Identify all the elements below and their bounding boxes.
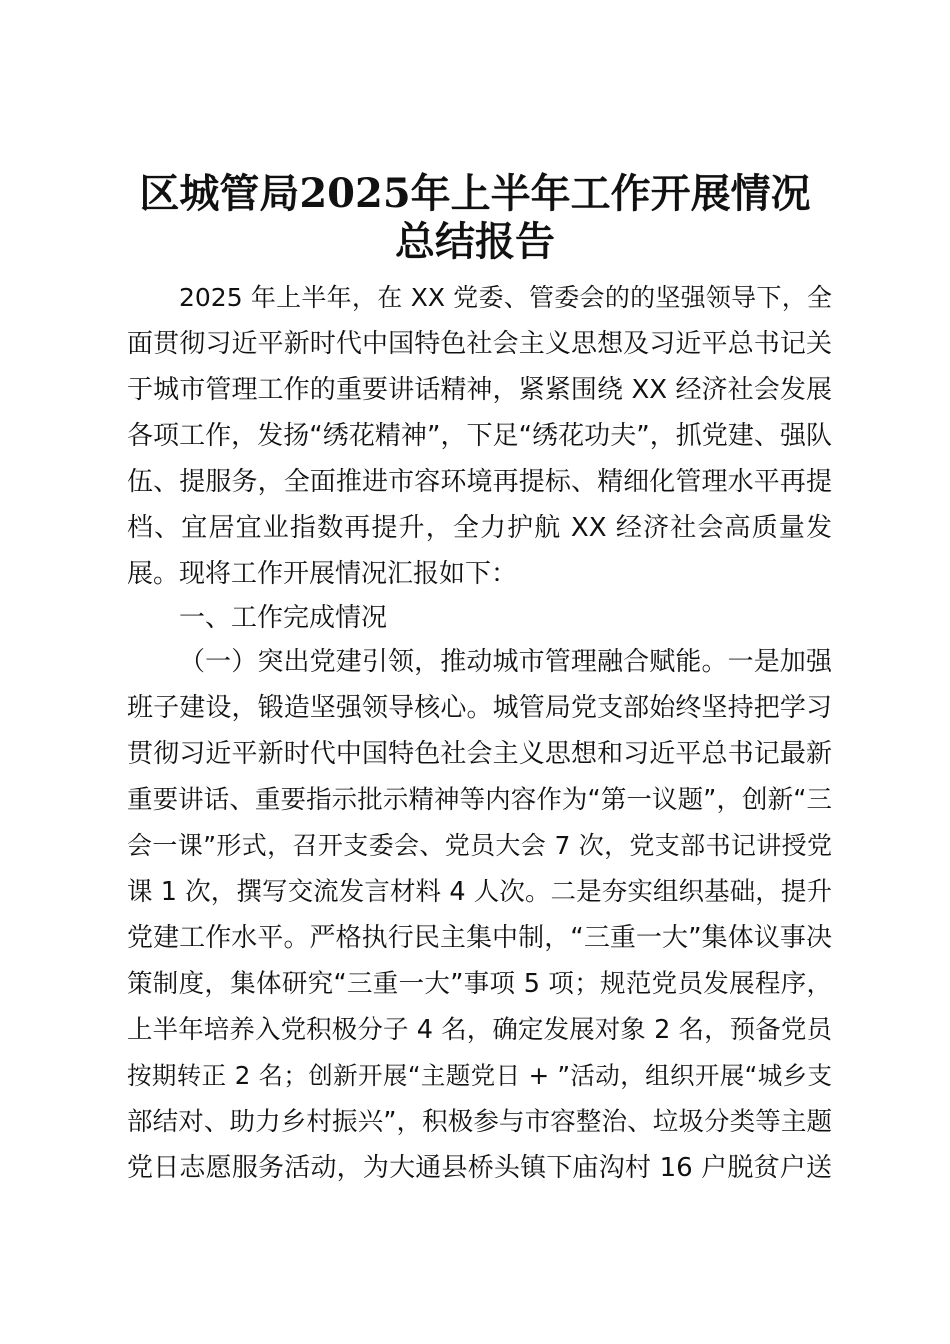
document-title-line-2: 总结报告 <box>395 218 555 265</box>
document-title-line-1: 区城管局2025年上半年工作开展情况 <box>139 170 811 217</box>
body-text-line: 会一课”形式，召开支委会、党员大会 7 次，党支部书记讲授党 <box>127 831 832 860</box>
body-text-line: 贯彻习近平新时代中国特色社会主义思想和习近平总书记最新 <box>127 739 832 769</box>
body-text-line: 按期转正 2 名；创新开展“主题党日 + ”活动，组织开展“城乡支 <box>127 1061 832 1090</box>
body-text-line: 策制度，集体研究“三重一大”事项 5 项；规范党员发展程序， <box>127 969 832 999</box>
body-text-line: 2025 年上半年，在 XX 党委、管委会的的坚强领导下，全 <box>179 283 832 312</box>
body-text-line: （一）突出党建引领，推动城市管理融合赋能。一是加强 <box>179 647 832 677</box>
body-text-line: 展。现将工作开展情况汇报如下： <box>127 559 518 589</box>
body-text-line: 班子建设，锻造坚强领导核心。城管局党支部始终坚持把学习 <box>127 693 832 723</box>
body-text-line: 档、宜居宜业指数再提升，全力护航 XX 经济社会高质量发 <box>127 513 832 543</box>
section-heading: 一、工作完成情况 <box>179 603 388 633</box>
body-text-line: 面贯彻习近平新时代中国特色社会主义思想及习近平总书记关 <box>127 329 832 359</box>
body-text-line: 部结对、助力乡村振兴”，积极参与市容整治、垃圾分类等主题 <box>127 1107 832 1137</box>
body-text-line: 各项工作，发扬“绣花精神”，下足“绣花功夫”，抓党建、强队 <box>127 421 832 451</box>
body-text-line: 重要讲话、重要指示批示精神等内容作为“第一议题”，创新“三 <box>127 785 832 815</box>
body-text-line: 于城市管理工作的重要讲话精神，紧紧围绕 XX 经济社会发展 <box>127 375 832 405</box>
body-text-line: 上半年培养入党积极分子 4 名，确定发展对象 2 名，预备党员 <box>127 1015 832 1045</box>
body-text-line: 课 1 次，撰写交流发言材料 4 人次。二是夯实组织基础，提升 <box>127 877 832 907</box>
body-text-line: 党日志愿服务活动，为大通县桥头镇下庙沟村 16 户脱贫户送 <box>127 1153 832 1183</box>
body-text-line: 伍、提服务，全面推进市容环境再提标、精细化管理水平再提 <box>127 467 832 497</box>
body-text-line: 党建工作水平。严格执行民主集中制，“三重一大”集体议事决 <box>127 923 832 953</box>
